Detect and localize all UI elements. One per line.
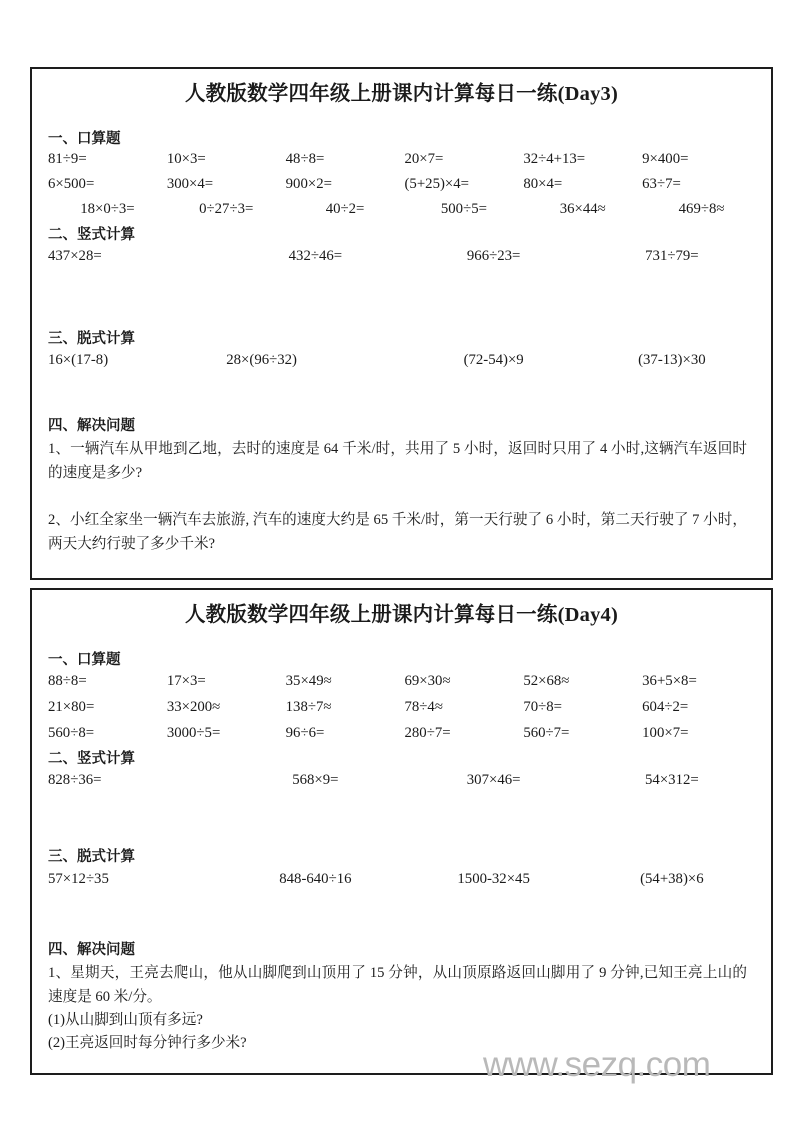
vertical-row [42,772,761,789]
expression-problem: (72-54)×9 [463,352,524,368]
oral-problem: 40÷2= [325,201,365,217]
vertical-problem: 437×28= [48,248,102,264]
oral-row [42,152,761,167]
oral-problem: 32÷4+13= [523,151,586,167]
oral-problem: 6×500= [48,176,95,192]
oral-problem: 0÷27÷3= [199,201,254,217]
worksheet-panel-day3 [30,67,773,580]
oral-problem: 78÷4≈ [404,699,443,715]
expression-problem: 848-640÷16 [279,871,352,887]
oral-problem: 96÷6= [285,725,325,741]
oral-problem: 560÷8= [48,725,95,741]
expression-row [42,352,761,369]
oral-problem: 70÷8= [523,699,562,715]
oral-problem: 20×7= [404,151,444,167]
oral-problem: 69×30≈ [404,673,451,689]
section-heading-vertical-day3: 二、竖式计算 [48,227,135,243]
oral-problem: 88÷8= [48,673,87,689]
oral-row [42,177,761,192]
vertical-problem: 307×46= [466,772,521,788]
expression-row [42,871,761,888]
oral-row [42,726,761,741]
oral-problem: 48÷8= [285,151,325,167]
oral-problem: 18×0÷3= [80,201,135,217]
expression-problem: (37-13)×30 [638,352,706,368]
oral-problem: 36+5×8= [642,673,697,689]
expression-problem: (54+38)×6 [640,871,704,887]
oral-problem: 560÷7= [523,725,570,741]
oral-row [42,674,761,689]
expression-problem: 28×(96÷32) [226,352,297,368]
oral-problem: 17×3= [166,673,206,689]
oral-problem: 81÷9= [48,151,87,167]
section-heading-expression-day3: 三、脱式计算 [48,331,135,347]
oral-problem: 500÷5= [440,201,487,217]
vertical-problem: 966÷23= [466,248,521,264]
oral-row [42,700,761,715]
oral-problem: 52×68≈ [523,673,570,689]
oral-problem: 469÷8≈ [678,201,725,217]
oral-problem: (5+25)×4= [404,176,469,192]
oral-problem: 35×49≈ [285,673,332,689]
word-subquestion: (2)王亮返回时每分钟行多少米? [48,1035,247,1051]
oral-problem: 21×80= [48,699,95,715]
oral-problem: 900×2= [285,176,332,192]
word-problem: 1、星期天，王亮去爬山，他从山脚爬到山顶用了 15 分钟，从山顶原路返回山脚用了 9 分钟,已知王亮上山的速度是 60 米/分。 [48,965,747,1005]
word-problem: 1、一辆汽车从甲地到乙地，去时的速度是 64 千米/时，共用了 5 小时，返回时只用了 4 小时,这辆汽车返回时的速度是多少? [48,441,747,481]
oral-problem: 10×3= [166,151,206,167]
oral-problem: 33×200≈ [166,699,221,715]
expression-problem: 57×12÷35 [48,871,109,887]
page-title-day3: 人教版数学四年级上册课内计算每日一练(Day3) [184,83,618,105]
word-problem: 2、小红全家坐一辆汽车去旅游, 汽车的速度大约是 65 千米/时，第一天行驶了 6 小时，第二天行驶了 7 小时，两天大约行驶了多少千米? [48,512,747,552]
section-heading-vertical-day4: 二、竖式计算 [48,751,135,767]
vertical-problem: 828÷36= [48,772,102,788]
section-heading-word-day4: 四、解决问题 [48,942,135,958]
oral-problem: 36×44≈ [559,201,606,217]
oral-problem: 63÷7= [642,176,681,192]
section-heading-word-day3: 四、解决问题 [48,418,135,434]
word-subquestion: (1)从山脚到山顶有多远? [48,1012,203,1028]
oral-problem: 604÷2= [642,699,689,715]
vertical-row [42,248,761,265]
section-heading-oral-day3: 一、口算题 [48,131,121,147]
worksheet-panel-day4 [30,588,773,1075]
site-watermark: www.sezq.com [483,1045,711,1084]
oral-problem: 280÷7= [404,725,451,741]
vertical-problem: 568×9= [292,772,339,788]
oral-problem: 9×400= [642,151,689,167]
oral-problem: 3000÷5= [166,725,221,741]
oral-row [42,202,761,217]
vertical-problem: 432÷46= [288,248,343,264]
section-heading-oral-day4: 一、口算题 [48,652,121,668]
vertical-problem: 54×312= [645,772,699,788]
oral-problem: 80×4= [523,176,563,192]
oral-problem: 100×7= [642,725,689,741]
vertical-problem: 731÷79= [645,248,699,264]
section-heading-expression-day4: 三、脱式计算 [48,849,135,865]
oral-problem: 138÷7≈ [285,699,332,715]
page-title-day4: 人教版数学四年级上册课内计算每日一练(Day4) [184,604,618,626]
expression-problem: 1500-32×45 [457,871,530,887]
oral-problem: 300×4= [166,176,214,192]
expression-problem: 16×(17-8) [48,352,109,368]
